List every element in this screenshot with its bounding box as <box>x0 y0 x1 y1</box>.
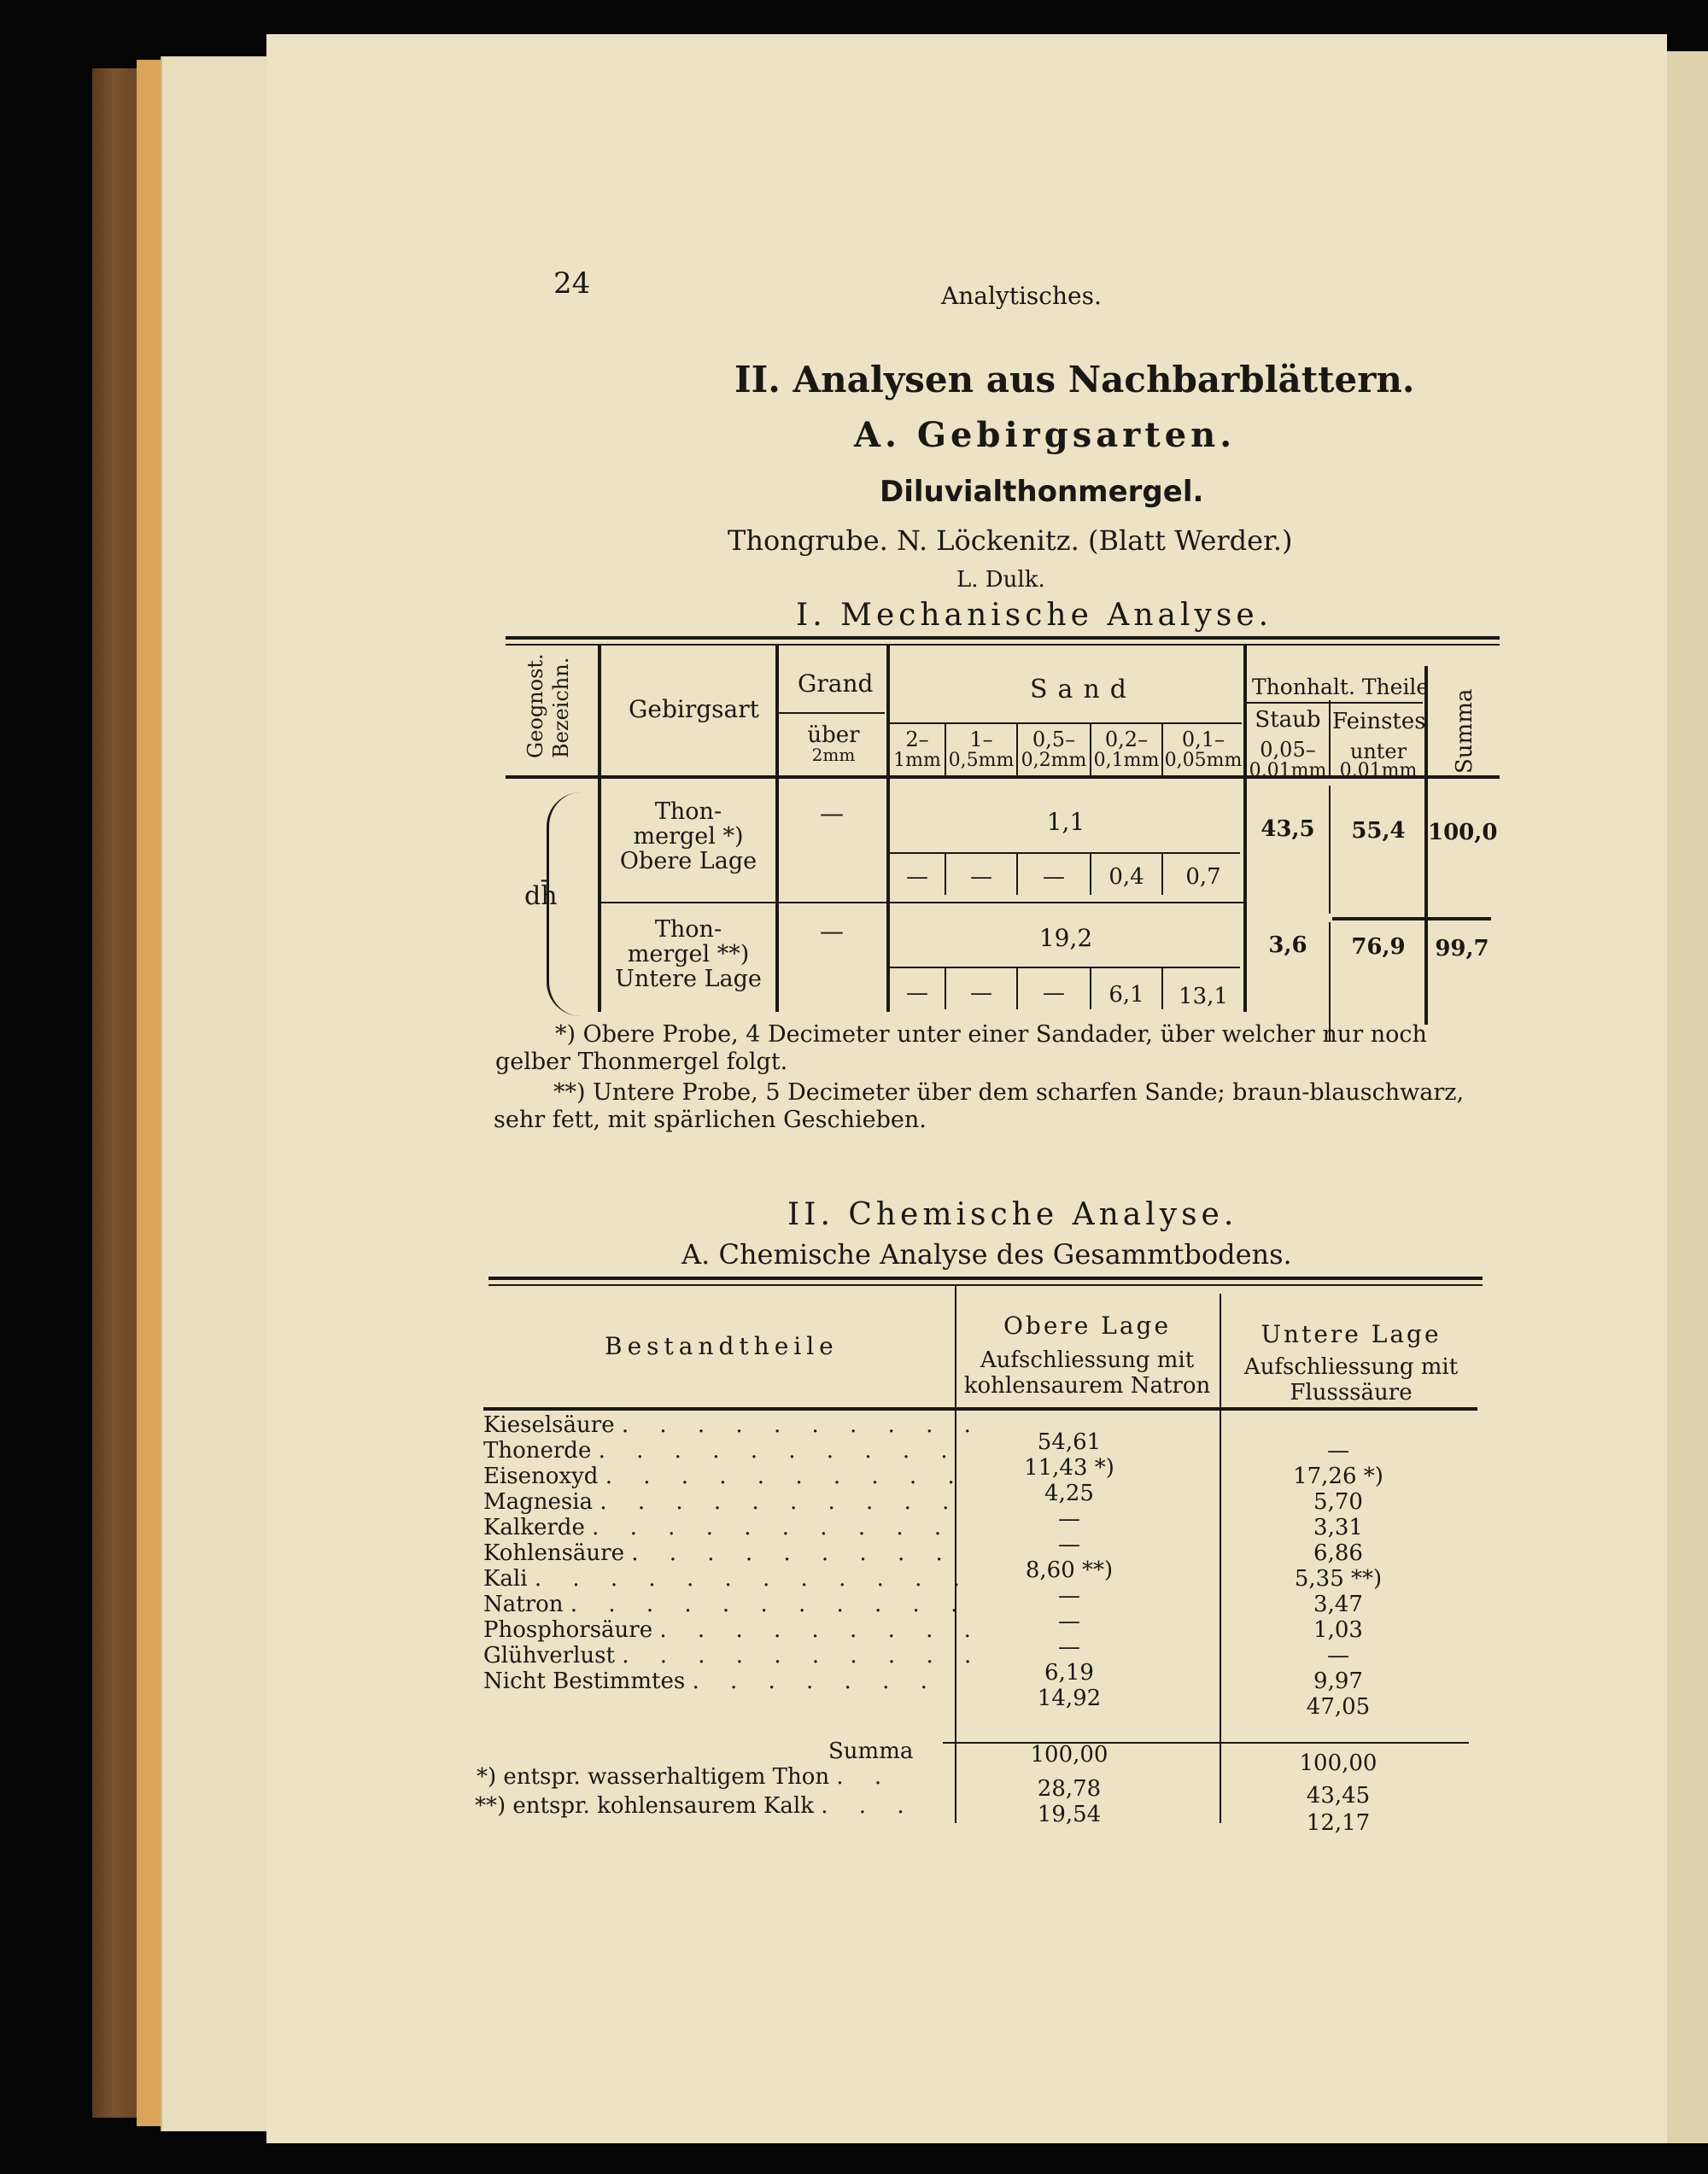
table-rule <box>506 636 1500 640</box>
list-item: Natron . . . . . . . . . . . <box>483 1592 970 1617</box>
cell-sand: — <box>970 864 992 890</box>
subsection-title: A. Gebirgsarten. <box>854 415 1237 455</box>
foot1-untere: 43,45 <box>1306 1783 1371 1809</box>
foot2-label: **) entspr. kohlensaurem Kalk . . . <box>475 1793 916 1819</box>
list-item: Kalkerde . . . . . . . . . . <box>483 1515 954 1540</box>
section-title: II. Analysen aus Nachbarblättern. <box>734 359 1415 400</box>
chem-subtitle: A. Chemische Analyse des Gesammtbodens. <box>681 1238 1292 1271</box>
list-item: Phosphorsäure . . . . . . . . . <box>483 1617 983 1643</box>
sand-col-header: 0,5– <box>1032 728 1076 751</box>
geo-symbol: dh̄ <box>524 881 558 911</box>
column-rule <box>1329 700 1331 777</box>
col-summa-header: Summa <box>1452 688 1477 774</box>
footnote-1: *) Obere Probe, 4 Decimeter unter einer Sandader, über welcher nur noch gelber Thonmergel folgt. <box>495 1021 1427 1075</box>
col-untere-1: Untere Lage <box>1261 1320 1442 1348</box>
table-row-name: Thon- mergel *) Obere Lage <box>619 798 757 874</box>
foot2-untere: 12,17 <box>1306 1810 1371 1836</box>
cell-untere: 3,31 <box>1313 1515 1363 1540</box>
list-item: Magnesia . . . . . . . . . . <box>483 1489 962 1515</box>
page-number: 24 <box>553 266 591 301</box>
chem-name-list <box>483 1412 984 1694</box>
book-spine <box>92 68 140 2118</box>
col-gebirgsart-header: Gebirgsart <box>629 695 759 723</box>
cell-untere: 47,05 <box>1306 1694 1371 1720</box>
footnote-2: **) Untere Probe, 5 Decimeter über dem scharfen Sande; braun-blauschwarz, sehr fett, mit spärlichen Geschieben. <box>494 1079 1465 1133</box>
sand-col-header: 1– <box>969 728 993 751</box>
cell-untere: 1,03 <box>1313 1617 1363 1643</box>
column-rule <box>1220 1294 1221 1823</box>
cell-untere: — <box>1327 1438 1349 1464</box>
cell-sand: 0,7 <box>1185 864 1221 890</box>
location: Thongrube. N. Löckenitz. (Blatt Werder.) <box>728 524 1293 557</box>
header-rule <box>890 722 1242 724</box>
cell-sand: — <box>906 980 928 1006</box>
summa-obere: 100,00 <box>1030 1742 1108 1768</box>
col-feinstes-unter: unter <box>1349 739 1407 763</box>
cell-feinstes: 55,4 <box>1351 818 1406 844</box>
cell-obere: 6,19 <box>1044 1660 1094 1686</box>
cell-obere: — <box>1058 1506 1080 1532</box>
sand-col-unit: 0,5mm <box>948 750 1015 771</box>
running-head: Analytisches. <box>941 282 1102 310</box>
header-rule <box>779 712 885 714</box>
cell-obere: 4,25 <box>1044 1481 1094 1506</box>
mech-title: I. Mechanische Analyse. <box>796 598 1273 633</box>
col-feinstes-unit: 0,01mm <box>1339 760 1418 781</box>
col-geo-header-2: Bezeichn. <box>549 657 573 758</box>
untere-values <box>1223 1438 1454 1720</box>
cell-rule <box>890 852 1240 854</box>
sand-col-unit: 0,1mm <box>1093 750 1160 771</box>
cell-obere: — <box>1058 1532 1080 1557</box>
list-item: Eisenoxyd . . . . . . . . . . <box>483 1464 967 1489</box>
cell-sand: — <box>1043 864 1065 890</box>
sand-col-header: 0,1– <box>1181 728 1225 751</box>
summa-untere: 100,00 <box>1299 1750 1378 1776</box>
table-rule <box>506 644 1500 646</box>
row-rule <box>1332 917 1491 920</box>
summa-label: Summa <box>828 1739 914 1764</box>
col-grand-sub: über <box>807 722 860 748</box>
cell-untere: 3,47 <box>1313 1592 1363 1617</box>
cell-sand: — <box>906 864 928 890</box>
cell-obere: — <box>1058 1583 1080 1609</box>
column-rule <box>775 645 779 1012</box>
col-obere-3: kohlensaurem Natron <box>963 1373 1211 1399</box>
sand-col-unit: 0,2mm <box>1021 750 1087 771</box>
cell-grand: — <box>820 799 844 827</box>
col-thon-header: Thonhalt. Theile <box>1252 675 1430 699</box>
list-item: Kohlensäure . . . . . . . . . <box>483 1540 955 1566</box>
cell-untere: 6,86 <box>1313 1540 1363 1566</box>
cell-untere: 5,70 <box>1313 1489 1363 1515</box>
cell-sand: 6,1 <box>1108 982 1144 1008</box>
cell-obere: — <box>1058 1609 1080 1634</box>
sand-col-unit: 0,05mm <box>1164 750 1243 771</box>
table-rule <box>488 1284 1483 1286</box>
cell-obere: 8,60 **) <box>1025 1557 1114 1583</box>
cell-rule <box>890 967 1240 968</box>
cell-staub: 43,5 <box>1261 816 1315 842</box>
cell-obere: — <box>1058 1634 1080 1660</box>
chem-title: II. Chemische Analyse. <box>787 1197 1238 1232</box>
col-bestandtheile: Bestandtheile <box>605 1332 839 1360</box>
sand-col-header: 0,2– <box>1104 728 1149 751</box>
header-rule <box>1247 702 1423 704</box>
col-geo-header: Geognost. <box>524 653 547 758</box>
col-staub-unit: 0,01mm <box>1249 760 1327 781</box>
list-item: Nicht Bestimmtes . . . . . . . <box>483 1668 939 1694</box>
sand-col-header: 2– <box>905 728 929 751</box>
cell-obere: 54,61 <box>1037 1429 1102 1455</box>
col-untere-3: Flusssäure <box>1290 1380 1413 1406</box>
table-row-name: Thon- mergel **) Untere Lage <box>615 916 762 992</box>
cell-untere: 5,35 **) <box>1294 1566 1383 1592</box>
list-item: Kali . . . . . . . . . . . . <box>483 1566 972 1592</box>
row-rule <box>601 902 1243 903</box>
col-feinstes-header: Feinstes <box>1332 709 1426 734</box>
column-rule <box>1329 786 1331 914</box>
cell-sand: 0,4 <box>1108 864 1144 890</box>
analyst: L. Dulk. <box>956 567 1045 593</box>
col-obere-2: Aufschliessung mit <box>980 1347 1195 1373</box>
cell-sand: — <box>970 980 992 1006</box>
cell-sand-total: 19,2 <box>1038 924 1093 952</box>
cell-untere: 17,26 *) <box>1293 1464 1383 1489</box>
foot2-obere: 19,54 <box>1037 1802 1102 1827</box>
cell-untere: 9,97 <box>1313 1668 1363 1694</box>
table-rule <box>483 1407 1477 1411</box>
page-stack <box>161 56 273 2131</box>
col-obere-1: Obere Lage <box>1003 1312 1172 1340</box>
cell-obere: 14,92 <box>1037 1686 1102 1711</box>
cell-sand-total: 1,1 <box>1046 808 1085 836</box>
foot1-obere: 28,78 <box>1037 1776 1102 1802</box>
cell-untere: — <box>1327 1643 1349 1668</box>
cell-sand: — <box>1043 980 1065 1006</box>
sand-col-unit: 1mm <box>893 750 941 771</box>
cell-sand: 13,1 <box>1179 984 1228 1009</box>
col-grand-header: Grand <box>798 669 874 698</box>
cell-summa: 99,7 <box>1435 936 1489 961</box>
col-staub-header: Staub <box>1255 707 1321 733</box>
col-staub-range: 0,05– <box>1260 738 1316 762</box>
col-untere-2: Aufschliessung mit <box>1243 1354 1459 1380</box>
foot1-label: *) entspr. wasserhaltigem Thon . . <box>477 1764 894 1790</box>
list-item: Kieselsäure . . . . . . . . . . <box>483 1412 983 1438</box>
col-sand-header: Sand <box>1030 675 1137 704</box>
cell-grand: — <box>820 917 844 945</box>
cell-obere: 11,43 *) <box>1024 1455 1114 1481</box>
material-title: Diluvialthonmergel. <box>880 475 1204 509</box>
table-rule <box>488 1277 1483 1280</box>
obere-values <box>958 1429 1180 1711</box>
cell-staub: 3,6 <box>1268 932 1307 958</box>
list-item: Glühverlust . . . . . . . . . . <box>483 1643 984 1668</box>
page-edge <box>137 60 162 2126</box>
col-grand-unit: 2mm <box>811 745 856 765</box>
cell-summa: 100,0 <box>1428 820 1498 845</box>
cell-feinstes: 76,9 <box>1351 934 1406 960</box>
list-item: Thonerde . . . . . . . . . . <box>483 1438 960 1464</box>
